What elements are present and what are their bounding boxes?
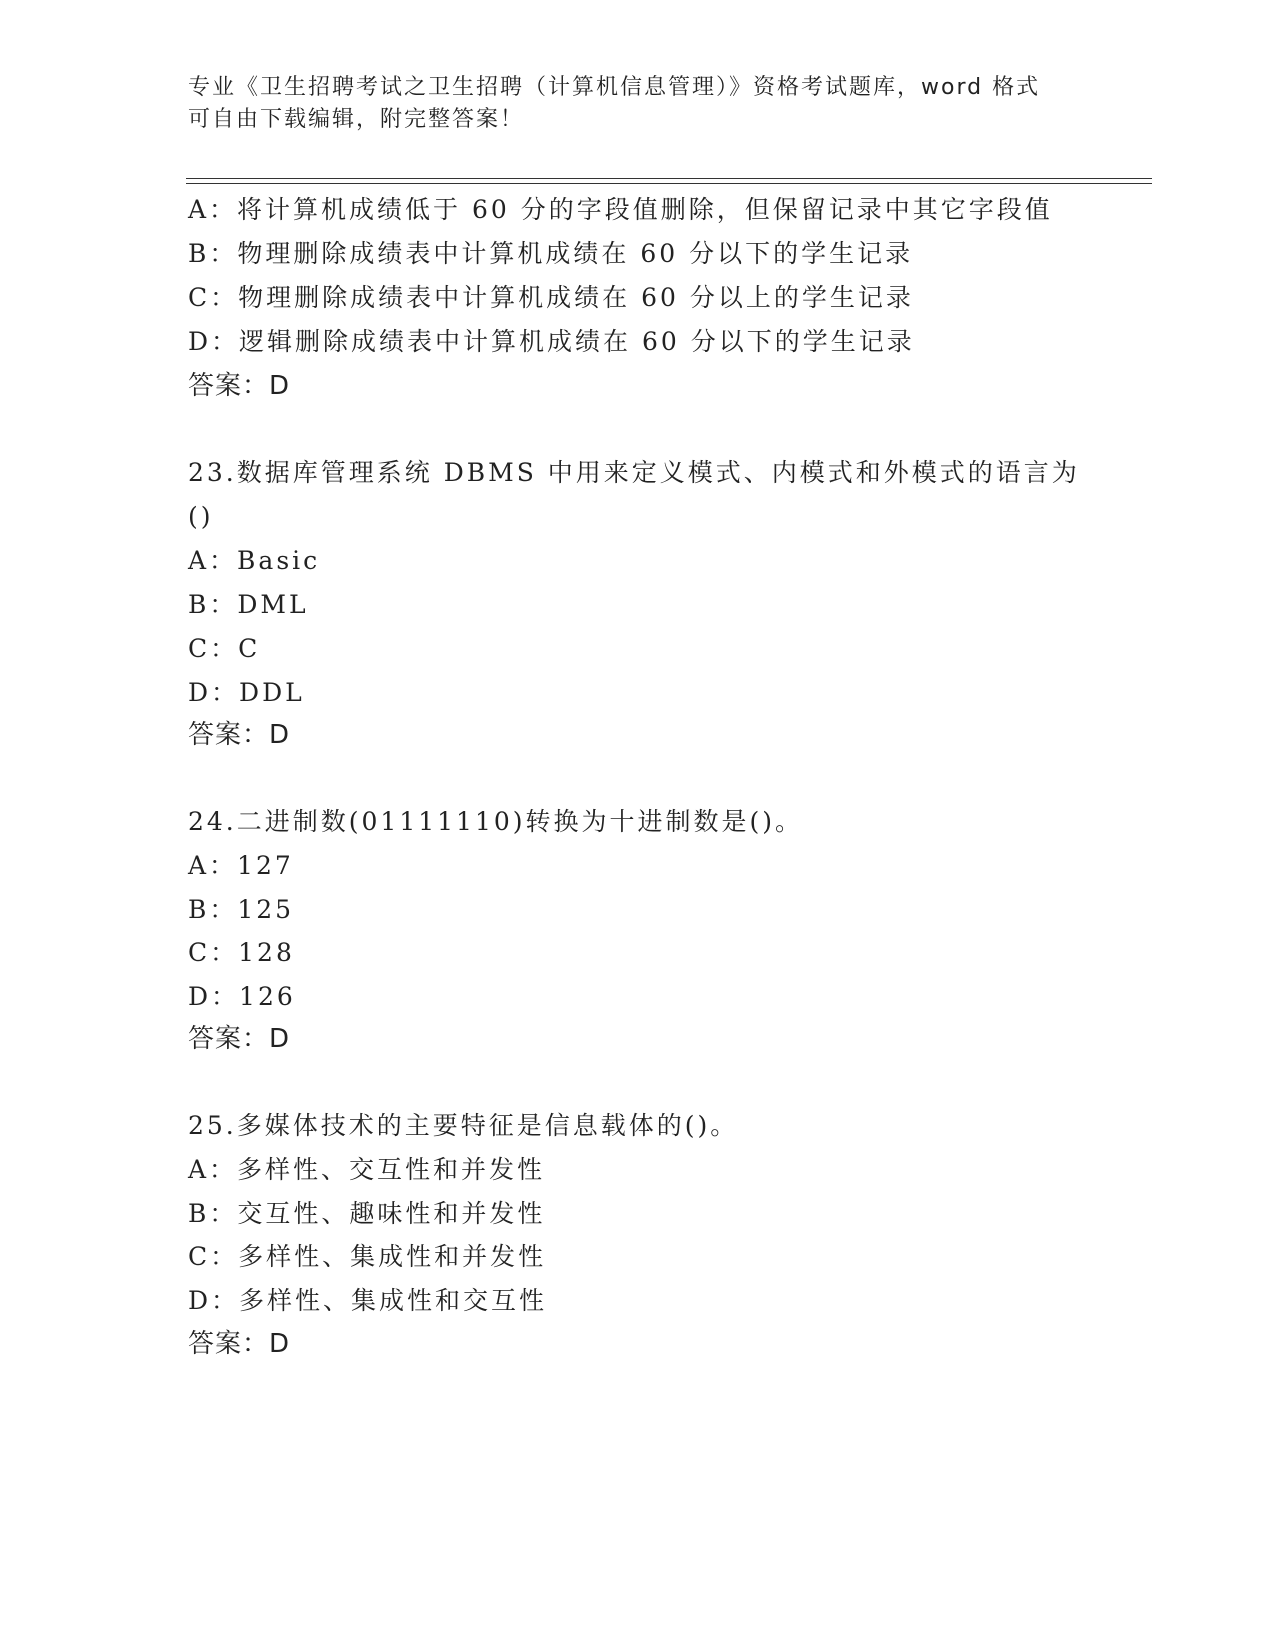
- q23-option-c: C：C: [188, 634, 261, 663]
- q23-option-d: D：DDL: [188, 678, 305, 707]
- header-line-2: 可自由下载编辑，附完整答案！: [188, 107, 525, 132]
- q24-option-b: B：125: [188, 895, 295, 924]
- q22-option-d: D：逻辑删除成绩表中计算机成绩在 60 分以下的学生记录: [188, 327, 915, 356]
- q23-option-b: B：DML: [188, 590, 309, 619]
- q24-option-a: A：127: [188, 851, 294, 880]
- q24-option-d: D：126: [188, 982, 296, 1011]
- q24-answer: 答案：D: [188, 1024, 291, 1054]
- q22-option-c: C：物理删除成绩表中计算机成绩在 60 分以上的学生记录: [188, 283, 914, 312]
- q23-question-line-2: (): [188, 502, 214, 531]
- q24-question: 24.二进制数(01111110)转换为十进制数是()。: [188, 807, 804, 836]
- q23-answer: 答案：D: [188, 720, 291, 750]
- header-divider-bottom: [186, 183, 1152, 184]
- q25-option-a: A：多样性、交互性和并发性: [188, 1155, 546, 1184]
- q25-option-d: D：多样性、集成性和交互性: [188, 1286, 548, 1315]
- q22-option-a: A：将计算机成绩低于 60 分的字段值删除，但保留记录中其它字段值: [188, 195, 1053, 224]
- q25-option-c: C：多样性、集成性和并发性: [188, 1242, 547, 1271]
- q25-answer: 答案：D: [188, 1329, 291, 1359]
- q24-option-c: C：128: [188, 938, 295, 967]
- q23-option-a: A：Basic: [188, 546, 321, 575]
- q25-question: 25.多媒体技术的主要特征是信息载体的()。: [188, 1111, 739, 1140]
- q22-option-b: B：物理删除成绩表中计算机成绩在 60 分以下的学生记录: [188, 239, 914, 268]
- header-divider-top: [186, 178, 1152, 179]
- q23-question-line-1: 23.数据库管理系统 DBMS 中用来定义模式、内模式和外模式的语言为: [188, 458, 1080, 487]
- q25-option-b: B：交互性、趣味性和并发性: [188, 1199, 546, 1228]
- document-header: [188, 72, 1088, 136]
- header-line-1: 专业《卫生招聘考试之卫生招聘（计算机信息管理）》资格考试题库，word 格式: [188, 75, 1041, 100]
- q22-answer: 答案：D: [188, 371, 291, 401]
